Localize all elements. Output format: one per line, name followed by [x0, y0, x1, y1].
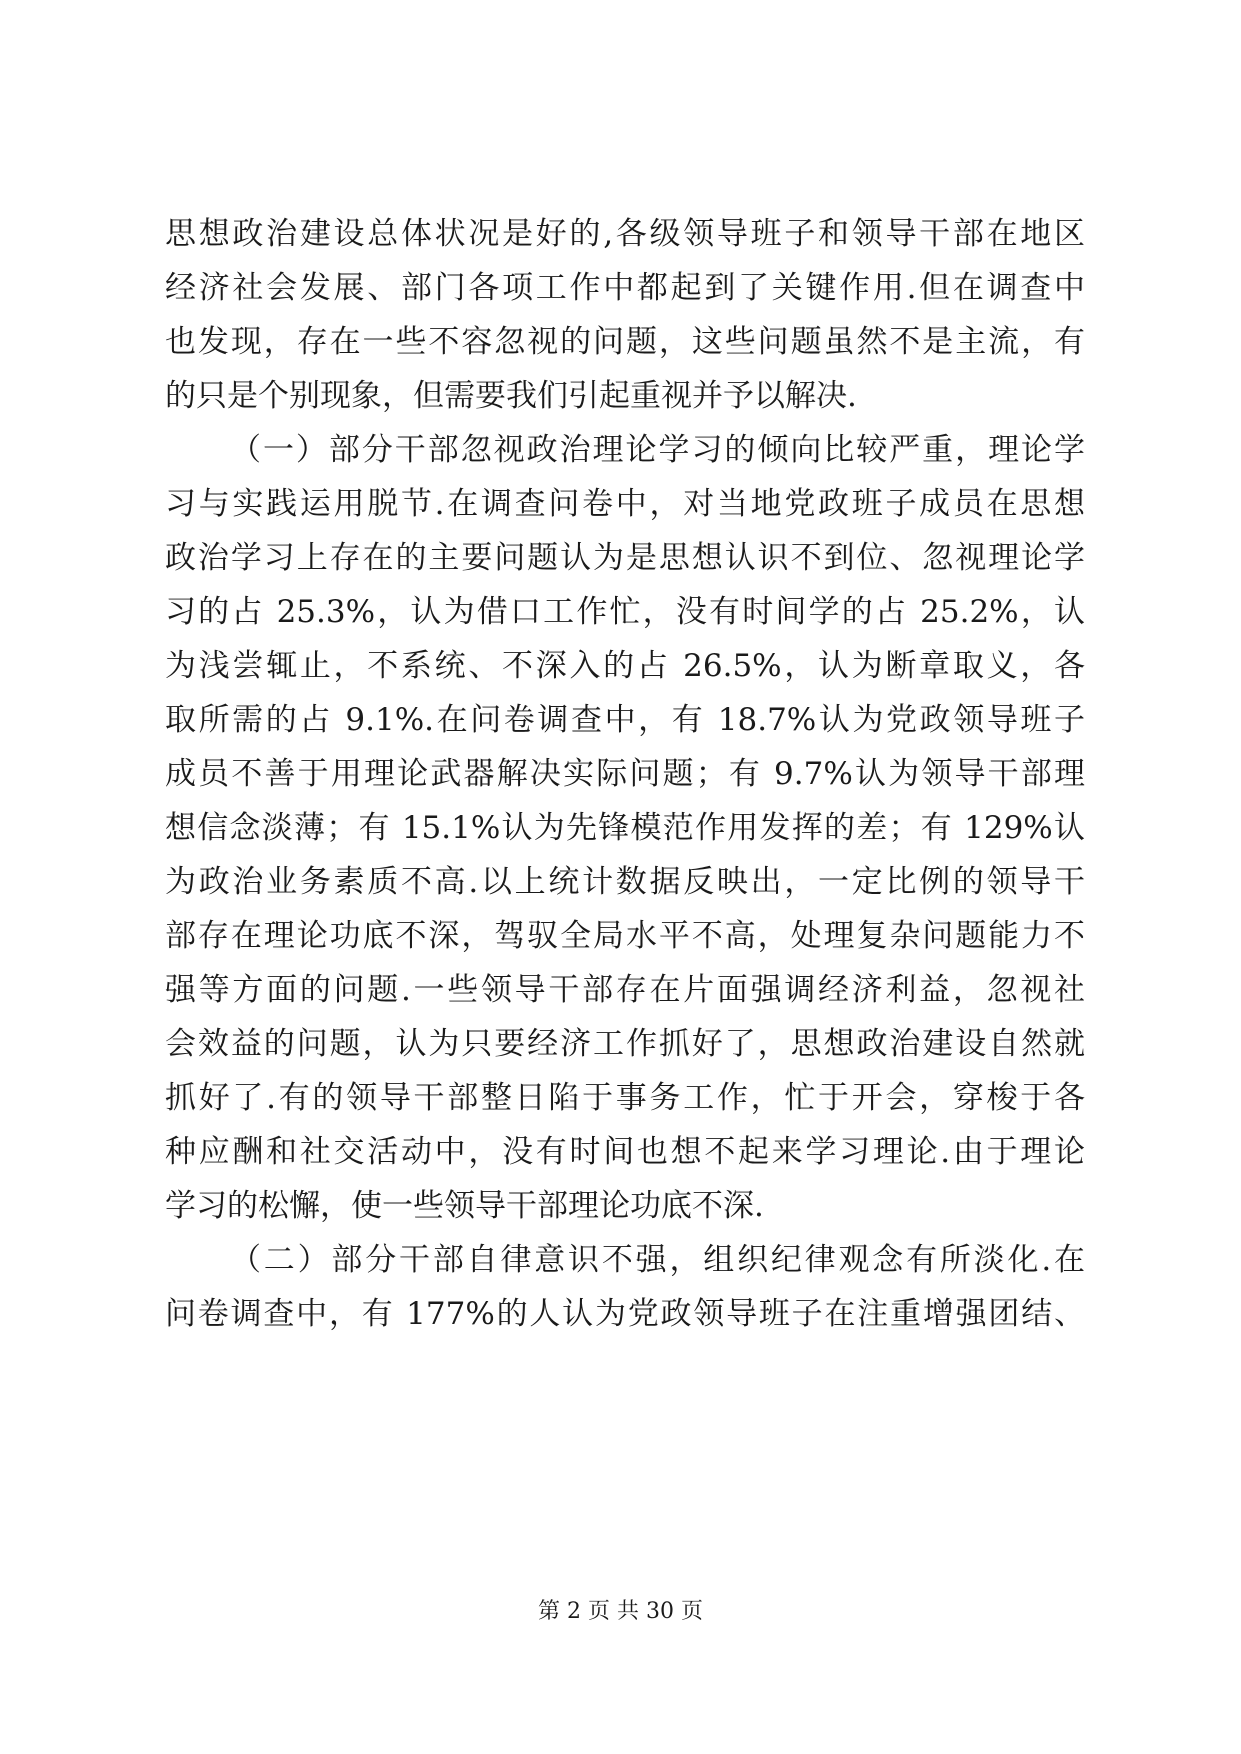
text-line-15: 强等方面的问题.一些领导干部存在片面强调经济利益，忽视社 [165, 972, 1085, 1008]
text-line-14: 部存在理论功底不深，驾驭全局水平不高，处理复杂问题能力不 [165, 918, 1085, 954]
text-line-19: 学习的松懈，使一些领导干部理论功底不深. [165, 1188, 764, 1224]
text-line-21: 问卷调查中，有 177%的人认为党政领导班子在注重增强团结、 [165, 1296, 1085, 1332]
text-line-6: 习与实践运用脱节.在调查问卷中，对当地党政班子成员在思想 [165, 486, 1085, 522]
text-line-13: 为政治业务素质不高.以上统计数据反映出，一定比例的领导干 [165, 864, 1085, 900]
text-line-16: 会效益的问题，认为只要经济工作抓好了，思想政治建设自然就 [165, 1026, 1085, 1062]
text-line-2: 经济社会发展、部门各项工作中都起到了关键作用.但在调查中 [165, 270, 1085, 306]
page-footer: 第 2 页 共 30 页 [538, 1599, 703, 1624]
paragraph-1-heading-line: （一）部分干部忽视政治理论学习的倾向比较严重，理论学 [230, 432, 1085, 468]
text-line-1: 思想政治建设总体状况是好的,各级领导班子和领导干部在地区 [165, 216, 1085, 252]
text-line-4: 的只是个别现象，但需要我们引起重视并予以解决. [165, 378, 857, 414]
text-line-8: 习的占 25.3%，认为借口工作忙，没有时间学的占 25.2%，认 [165, 594, 1085, 630]
text-line-18: 种应酬和社交活动中，没有时间也想不起来学习理论.由于理论 [165, 1134, 1085, 1170]
text-line-10: 取所需的占 9.1%.在问卷调查中，有 18.7%认为党政领导班子 [165, 702, 1085, 738]
text-line-9: 为浅尝辄止，不系统、不深入的占 26.5%，认为断章取义，各 [165, 648, 1085, 684]
text-line-11: 成员不善于用理论武器解决实际问题；有 9.7%认为领导干部理 [165, 756, 1085, 792]
text-line-17: 抓好了.有的领导干部整日陷于事务工作，忙于开会，穿梭于各 [165, 1080, 1085, 1116]
text-line-7: 政治学习上存在的主要问题认为是思想认识不到位、忽视理论学 [165, 540, 1085, 576]
text-line-12: 想信念淡薄；有 15.1%认为先锋模范作用发挥的差；有 129%认 [165, 810, 1085, 846]
paragraph-2-heading-line: （二）部分干部自律意识不强，组织纪律观念有所淡化.在 [230, 1242, 1085, 1278]
text-line-3: 也发现，存在一些不容忽视的问题，这些问题虽然不是主流，有 [165, 324, 1085, 360]
